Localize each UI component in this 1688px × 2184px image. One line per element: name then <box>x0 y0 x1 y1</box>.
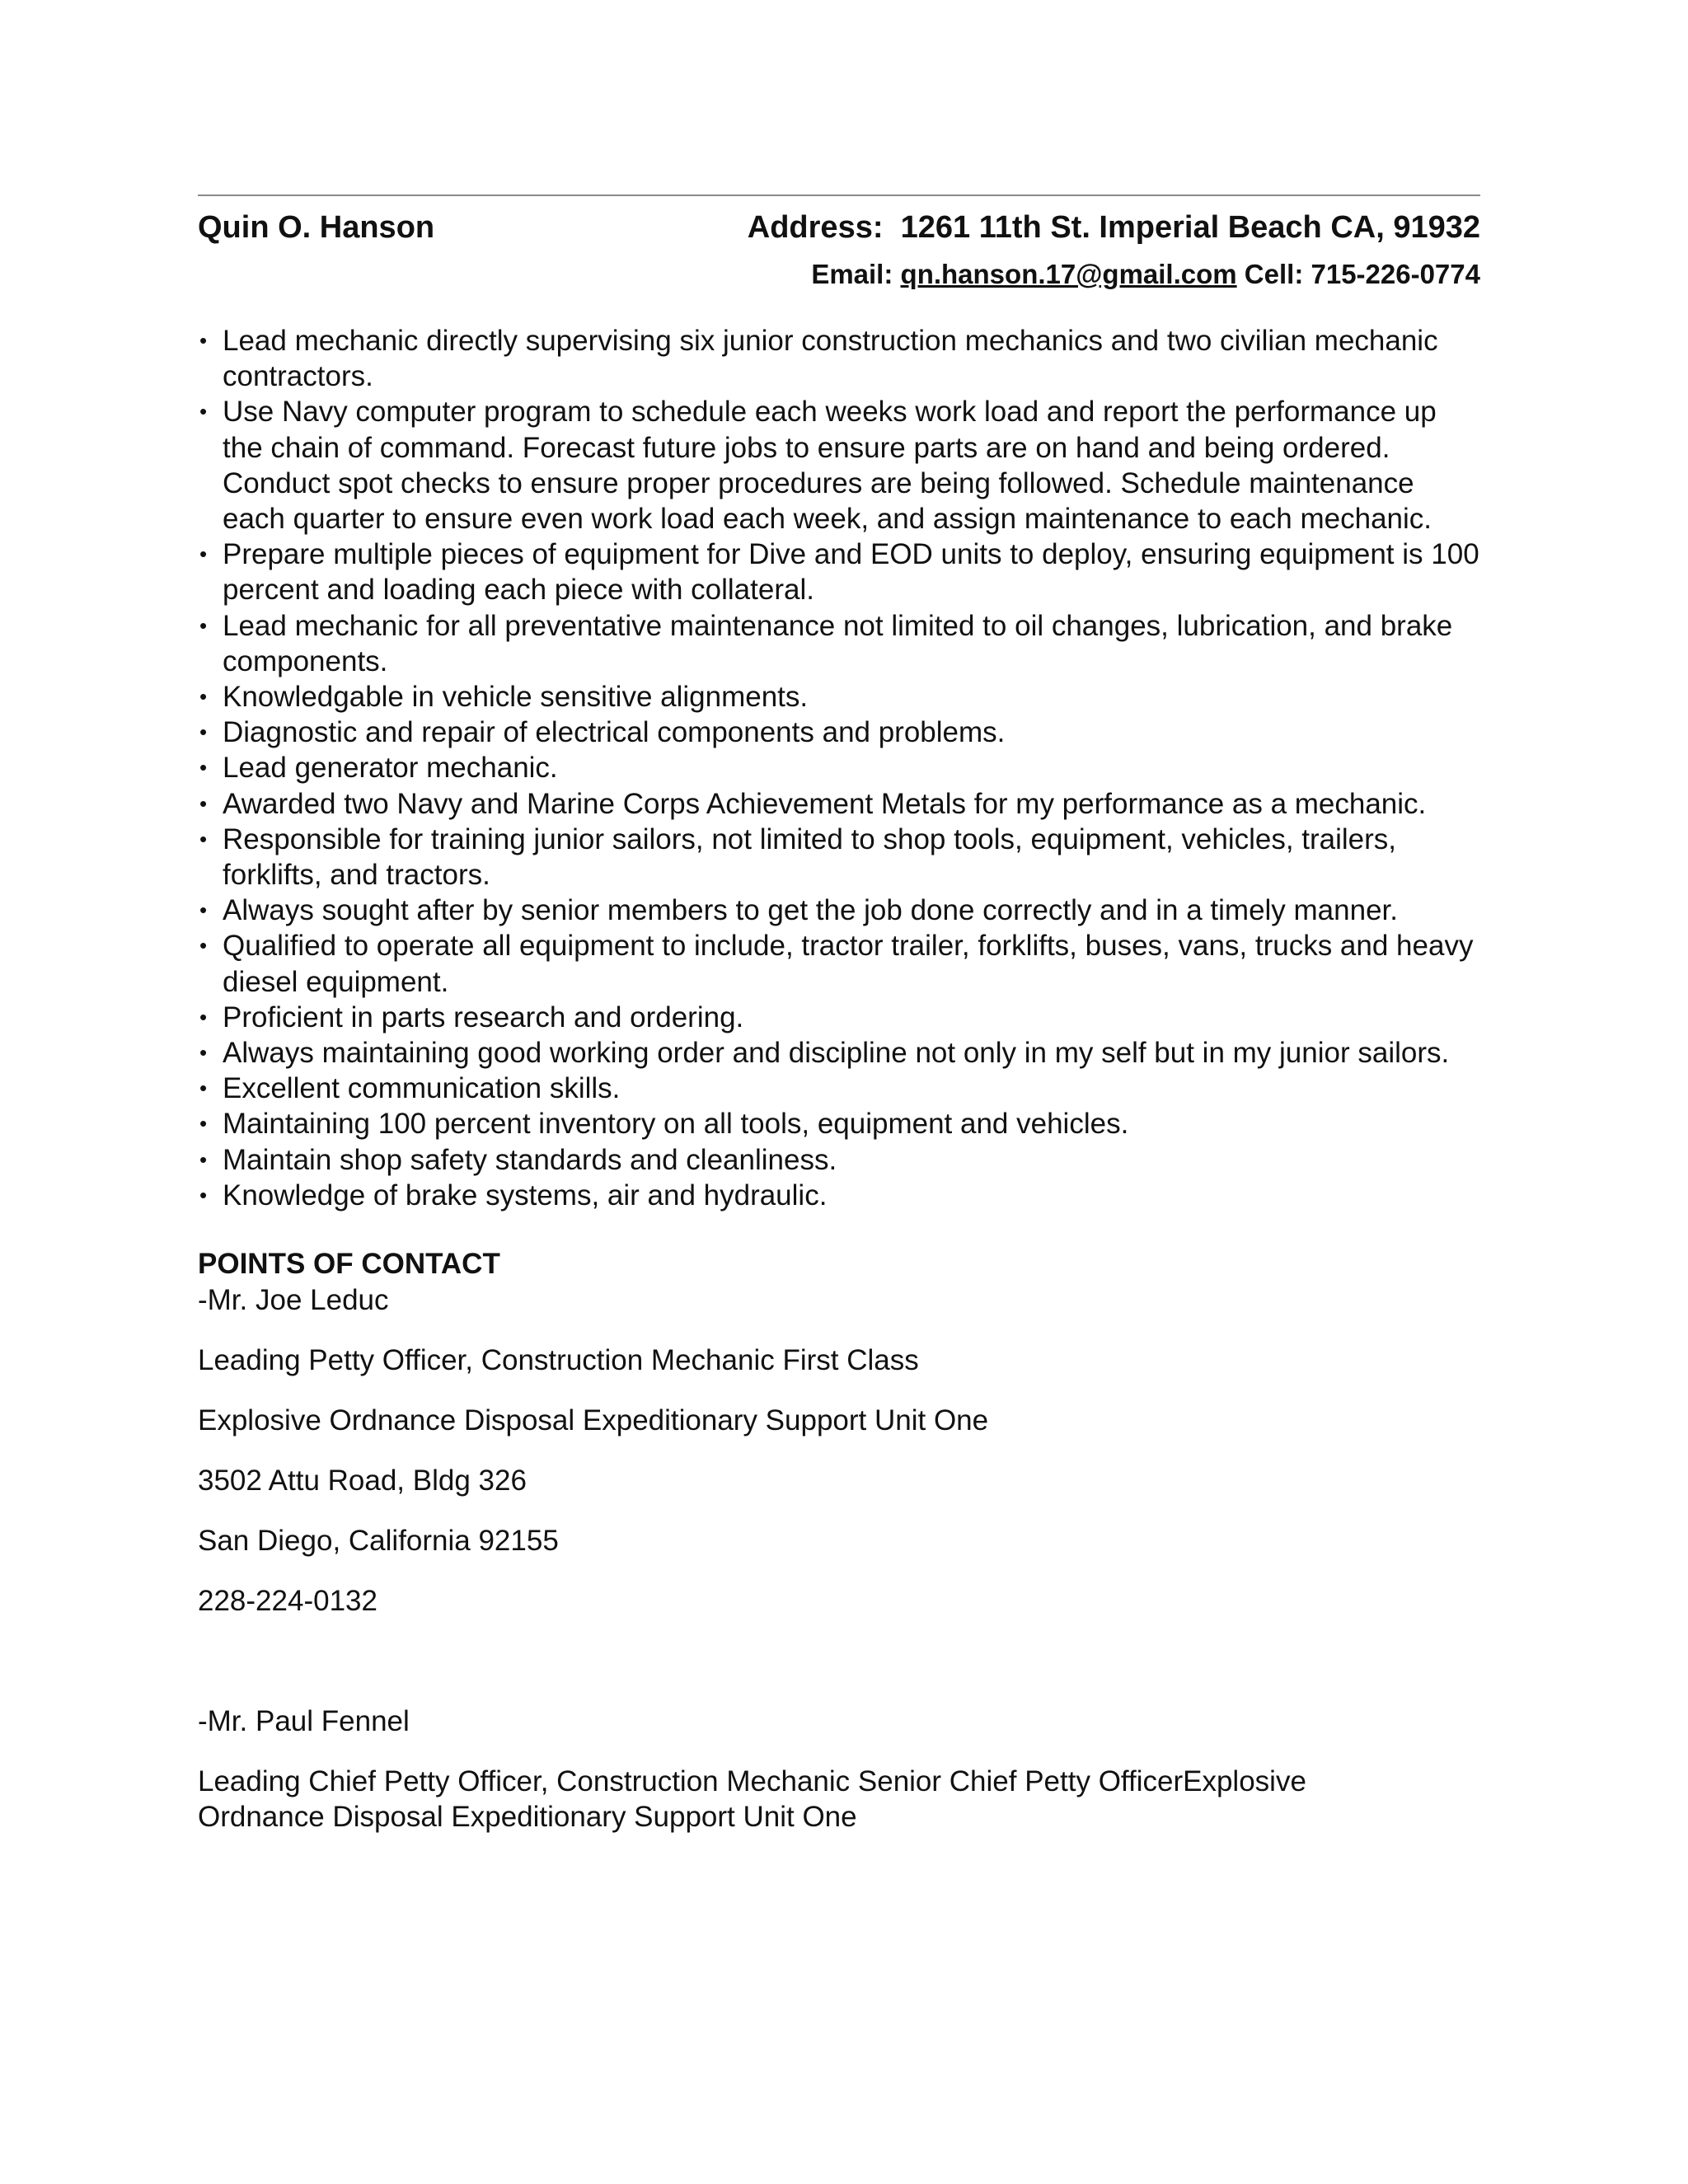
bullet-marker: • <box>199 1004 208 1029</box>
cell-label: Cell: <box>1244 259 1304 289</box>
bullet-text: Excellent communication skills. <box>223 1072 621 1105</box>
bullet-text: Responsible for training junior sailors, not limited to shop tools, equipment, vehicles, trailers, forklifts, and tractors. <box>223 823 1397 892</box>
bullet-marker: • <box>199 1076 208 1101</box>
contact1-title: Leading Petty Officer, Construction Mechanic First Class <box>198 1344 919 1377</box>
bullet-item <box>198 1142 1480 1178</box>
address-value: 1261 11th St. Imperial Beach CA, 91932 <box>900 210 1480 245</box>
bullet-text: Maintain shop safety standards and cleanliness. <box>223 1143 837 1176</box>
address-line <box>748 206 1480 249</box>
bullet-marker: • <box>199 1040 208 1066</box>
bullet-text: Maintaining 100 percent inventory on all tools, equipment and vehicles. <box>223 1108 1129 1141</box>
resume-page <box>198 194 1480 1835</box>
bullet-text: Always sought after by senior members to get the job done correctly and in a timely manner. <box>223 894 1398 927</box>
points-of-contact-heading: POINTS OF CONTACT <box>198 1248 500 1281</box>
bullet-item <box>198 1071 1480 1106</box>
bullet-marker: • <box>199 328 208 353</box>
cell-value: 715-226-0774 <box>1311 259 1480 289</box>
address-label: Address: <box>747 210 884 245</box>
bullet-text: Lead mechanic for all preventative maintenance not limited to oil changes, lubrication, and brake components. <box>223 609 1453 677</box>
bullet-item <box>198 928 1480 999</box>
bullet-item <box>198 1106 1480 1141</box>
bullet-marker: • <box>199 719 208 745</box>
contact2-name: -Mr. Paul Fennel <box>198 1705 410 1738</box>
bullet-text: Awarded two Navy and Marine Corps Achievement Metals for my performance as a mechanic. <box>223 787 1427 820</box>
candidate-name: Quin O. Hanson <box>198 210 435 245</box>
bullet-item <box>198 1000 1480 1035</box>
bullet-marker: • <box>199 684 208 710</box>
bullet-marker: • <box>199 399 208 424</box>
email-label: Email: <box>811 259 893 289</box>
bullet-marker: • <box>199 826 208 851</box>
experience-bullet-list <box>198 323 1480 1213</box>
bullet-item <box>198 679 1480 715</box>
bullet-item <box>198 1178 1480 1213</box>
bullet-marker: • <box>199 755 208 780</box>
bullet-text: Knowledge of brake systems, air and hydraulic. <box>223 1179 828 1212</box>
bullet-item <box>198 715 1480 750</box>
bullet-text: Knowledgable in vehicle sensitive alignments. <box>223 681 809 714</box>
bullet-text: Lead mechanic directly supervising six junior construction mechanics and two civilian mechanic contractors. <box>223 325 1438 393</box>
bullet-marker: • <box>199 790 208 816</box>
contact2-title-line2: Ordnance Disposal Expeditionary Support Unit One <box>198 1801 857 1834</box>
bullet-item <box>198 822 1480 893</box>
contact-row <box>198 255 1480 293</box>
bullet-text: Qualified to operate all equipment to include, tractor trailer, forklifts, buses, vans, trucks and heavy diesel equipment. <box>223 930 1474 998</box>
contact1-phone: 228-224-0132 <box>198 1585 377 1618</box>
contact1-unit: Explosive Ordnance Disposal Expeditionary Support Unit One <box>198 1404 989 1437</box>
bullet-marker: • <box>199 612 208 638</box>
bullet-text: Lead generator mechanic. <box>223 752 558 785</box>
bullet-marker: • <box>199 541 208 567</box>
bullet-item <box>198 750 1480 785</box>
contact1-name: -Mr. Joe Leduc <box>198 1284 389 1317</box>
bullet-item <box>198 537 1480 607</box>
bullet-marker: • <box>199 933 208 958</box>
bullet-text: Diagnostic and repair of electrical components and problems. <box>223 716 1006 749</box>
header-row <box>198 206 1480 249</box>
email-link[interactable]: qn.hanson.17@gmail.com <box>900 259 1237 289</box>
bullet-text: Prepare multiple pieces of equipment for Dive and EOD units to deploy, ensuring equipment is 100 percent and loading each piece with collateral. <box>223 538 1479 607</box>
contact1-street: 3502 Attu Road, Bldg 326 <box>198 1465 527 1497</box>
contact2-title <box>198 1764 1480 1835</box>
top-divider <box>198 194 1480 196</box>
bullet-text: Proficient in parts research and ordering. <box>223 1001 744 1033</box>
bullet-marker: • <box>199 1146 208 1172</box>
bullet-item <box>198 608 1480 679</box>
bullet-marker: • <box>199 1182 208 1207</box>
bullet-marker: • <box>199 898 208 923</box>
bullet-item <box>198 1035 1480 1071</box>
bullet-marker: • <box>199 1111 208 1137</box>
bullet-text: Use Navy computer program to schedule each weeks work load and report the performance up the chain of command. Forecast future jobs to ensure parts are on hand and being ordered. Conduct spot checks to ensure proper procedures are being followed. Schedule maintenance each quarter to ensure even work load each week, and assign maintenance to each mechanic. <box>223 396 1437 536</box>
bullet-item <box>198 323 1480 394</box>
bullet-item <box>198 786 1480 822</box>
bullet-text: Always maintaining good working order and discipline not only in my self but in my junior sailors. <box>223 1037 1450 1070</box>
contact2-title-line1: Leading Chief Petty Officer, Construction Mechanic Senior Chief Petty OfficerExplosive <box>198 1765 1306 1798</box>
contact1-city: San Diego, California 92155 <box>198 1525 559 1558</box>
bullet-item <box>198 394 1480 537</box>
bullet-item <box>198 893 1480 928</box>
